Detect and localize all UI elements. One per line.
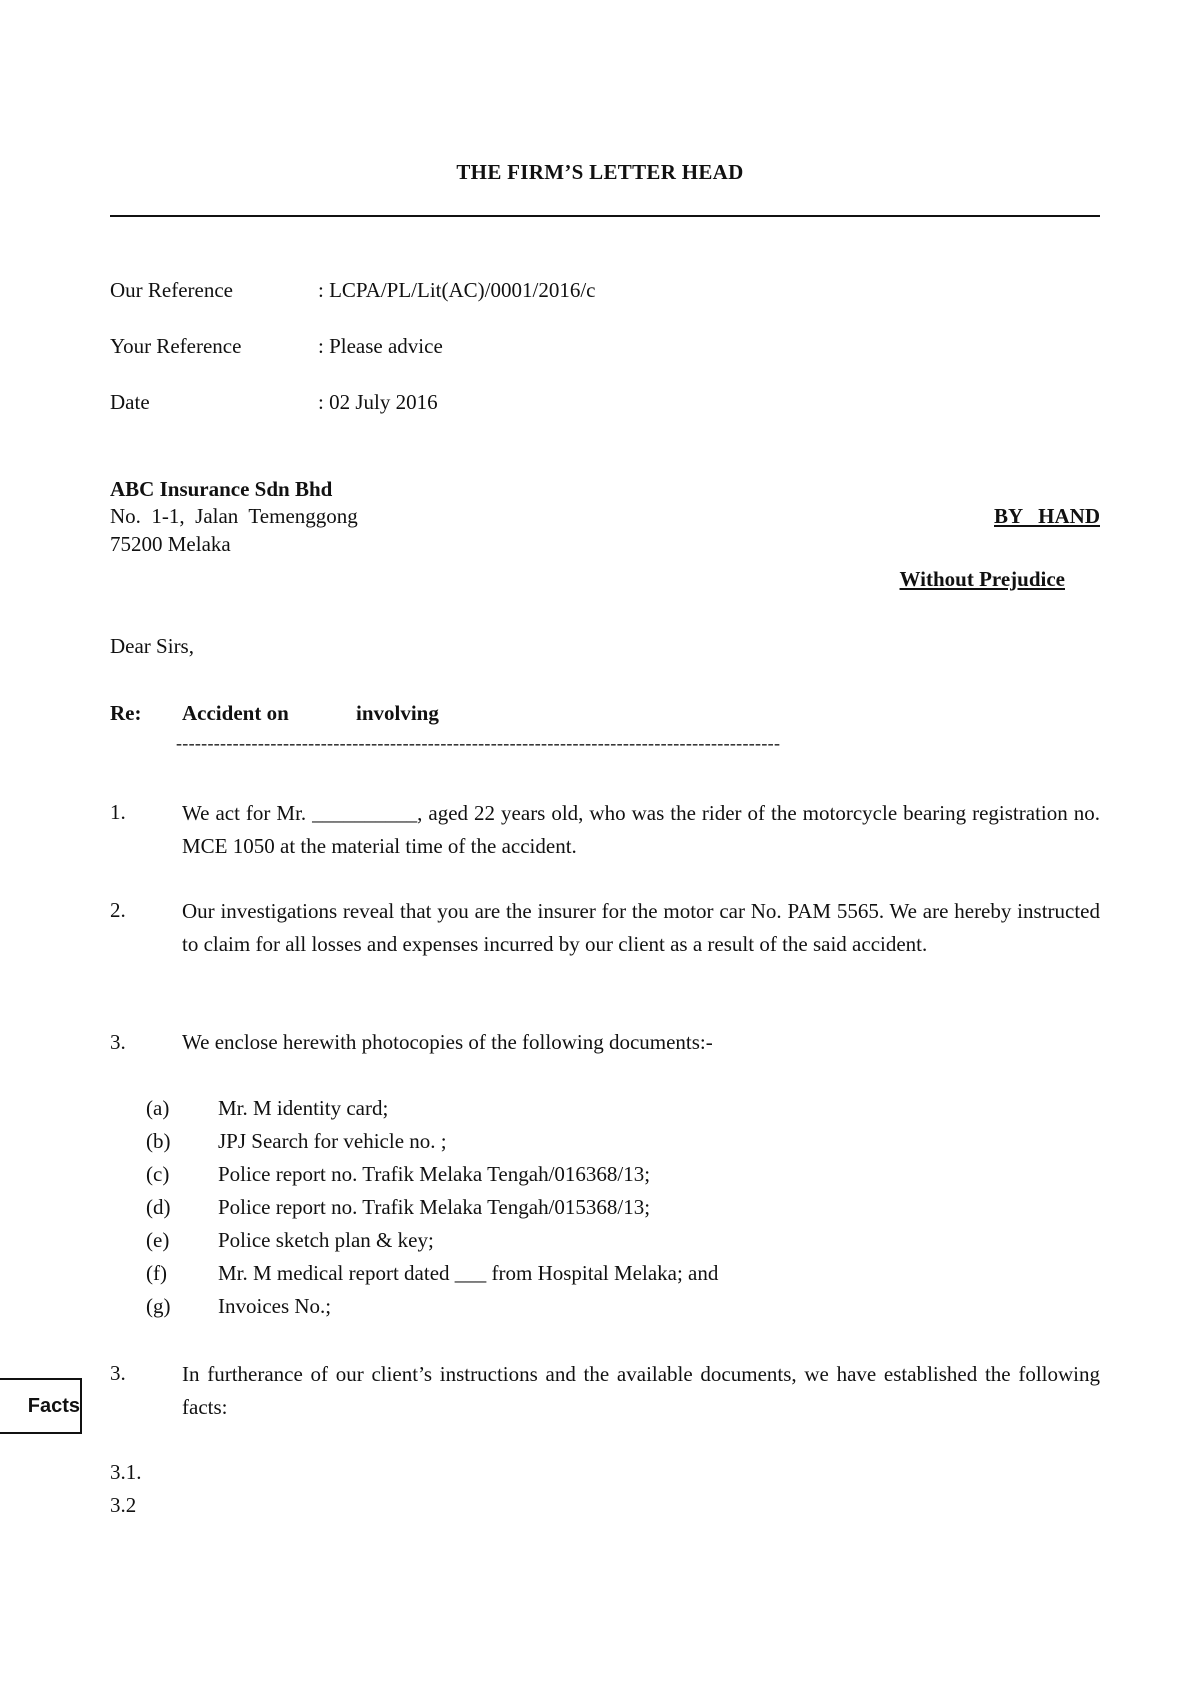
paragraph-2-number: 2. xyxy=(110,898,126,922)
subject-involving: involving xyxy=(356,701,439,725)
facts-tag-label: Facts xyxy=(27,1394,80,1417)
paragraph-3-number: 3. xyxy=(110,1030,126,1054)
document-item-text: Mr. M medical report dated ___ from Hospital Melaka; and xyxy=(218,1261,719,1285)
our-reference-value: : LCPA/PL/Lit(AC)/0001/2016/c xyxy=(318,278,596,302)
paragraph-3-text: We enclose herewith photocopies of the following documents:- xyxy=(182,1030,713,1054)
paragraph-facts-text: In furtherance of our client’s instructions and the available documents, we have established the following facts: xyxy=(182,1362,1100,1419)
addressee-line1: No. 1-1, Jalan Temenggong xyxy=(110,504,358,528)
subject-underline: ------------------------------------------------------------------------------------------------ xyxy=(176,733,781,753)
document-item-letter: (c) xyxy=(146,1162,170,1186)
your-reference-value: : Please advice xyxy=(318,334,443,358)
document-item-text: Mr. M identity card; xyxy=(218,1096,389,1120)
letterhead-divider xyxy=(110,215,1100,217)
sub-item-3-1: 3.1. xyxy=(110,1460,142,1484)
document-item-letter: (e) xyxy=(146,1228,170,1252)
paragraph-facts-number: 3. xyxy=(110,1361,126,1385)
paragraph-2-text: Our investigations reveal that you are the insurer for the motor car No. PAM 5565. We are hereby instructed to claim for all losses and expenses incurred by our client as a result of the said accident. xyxy=(182,899,1100,956)
date-value: : 02 July 2016 xyxy=(318,390,438,414)
sub-item-3-2: 3.2 xyxy=(110,1493,137,1517)
document-item-text: Police report no. Trafik Melaka Tengah/016368/13; xyxy=(218,1162,651,1186)
document-item-letter: (a) xyxy=(146,1096,170,1120)
paragraph-1-text: We act for Mr. __________, aged 22 years old, who was the rider of the motorcycle bearing registration no. MCE 1050 at the material time of the accident. xyxy=(182,801,1100,858)
document-item-text: Invoices No.; xyxy=(218,1294,332,1318)
facts-margin-tag xyxy=(0,1378,82,1434)
document-item-letter: (d) xyxy=(146,1195,171,1219)
addressee-name: ABC Insurance Sdn Bhd xyxy=(110,477,333,501)
addressee-line2: 75200 Melaka xyxy=(110,532,231,556)
subject-re: Re: xyxy=(110,701,142,725)
document-item-text: Police report no. Trafik Melaka Tengah/015368/13; xyxy=(218,1195,651,1219)
salutation: Dear Sirs, xyxy=(110,634,194,658)
document-item-text: Police sketch plan & key; xyxy=(218,1228,434,1252)
paragraph-1-number: 1. xyxy=(110,800,126,824)
document-item-letter: (b) xyxy=(146,1129,171,1153)
our-reference-label: Our Reference xyxy=(110,278,234,302)
document-item-letter: (g) xyxy=(146,1294,171,1318)
your-reference-label: Your Reference xyxy=(110,334,242,358)
delivery-mode: BY HAND xyxy=(994,504,1100,528)
subject-accident-on: Accident on xyxy=(182,701,289,725)
document-item-letter: (f) xyxy=(146,1261,167,1285)
letterhead-title: THE FIRM’S LETTER HEAD xyxy=(456,160,744,184)
document-item-text: JPJ Search for vehicle no. ; xyxy=(218,1129,447,1153)
without-prejudice: Without Prejudice xyxy=(899,567,1065,591)
date-label: Date xyxy=(110,390,150,414)
